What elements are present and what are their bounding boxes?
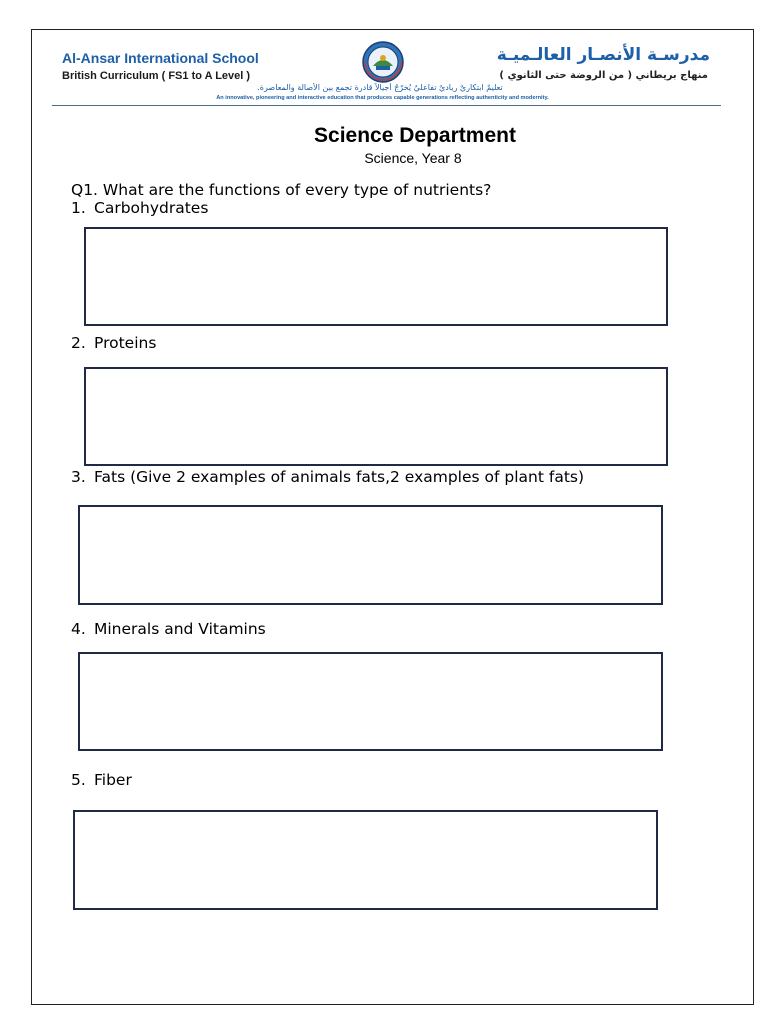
item-text: Fiber <box>94 771 132 789</box>
item-label-fats <box>71 468 584 487</box>
page-subtitle: Science, Year 8 <box>364 150 462 166</box>
item-label-fiber <box>71 771 132 790</box>
item-number: 1. <box>71 199 86 217</box>
answer-box-carbohydrates[interactable] <box>84 227 668 326</box>
question-text: Q1. What are the functions of every type of nutrients? <box>71 181 492 199</box>
item-label-carbohydrates <box>71 199 208 218</box>
page-title: Science Department <box>314 124 516 147</box>
item-text: Fats (Give 2 examples of animals fats,2 examples of plant fats) <box>94 468 585 486</box>
answer-box-proteins[interactable] <box>84 367 668 466</box>
item-number: 2. <box>71 334 86 352</box>
item-number: 3. <box>71 468 86 486</box>
answer-box-fats[interactable] <box>78 505 663 605</box>
motto-ar: تعليمٌ ابتكاريٌ رياديٌ تفاعليٌ يُخرّجُ أجيالاً قادرة تجمع بين الأصالة والمعاصرة. <box>257 83 503 92</box>
answer-box-minerals-vitamins[interactable] <box>78 652 663 751</box>
item-number: 5. <box>71 771 86 789</box>
school-crest-icon <box>361 40 405 84</box>
curriculum-en: British Curriculum ( FS1 to A Level ) <box>62 70 251 82</box>
header-divider <box>52 105 721 106</box>
item-number: 4. <box>71 620 86 638</box>
item-label-proteins <box>71 334 156 353</box>
item-text: Carbohydrates <box>94 199 209 217</box>
school-name-en: Al-Ansar International School <box>62 50 259 66</box>
answer-box-fiber[interactable] <box>73 810 658 910</box>
school-name-ar: مدرسـة الأنصـار العالـميـة <box>496 45 710 65</box>
item-text: Minerals and Vitamins <box>94 620 266 638</box>
motto-en: An innovative, pioneering and interactive education that produces capable generations reflecting authenticity and modernity. <box>216 95 549 101</box>
curriculum-ar: منهاج بريطاني ( من الروضة حتى الثانوي ) <box>499 70 708 81</box>
item-text: Proteins <box>94 334 157 352</box>
item-label-minerals-vitamins <box>71 620 266 639</box>
